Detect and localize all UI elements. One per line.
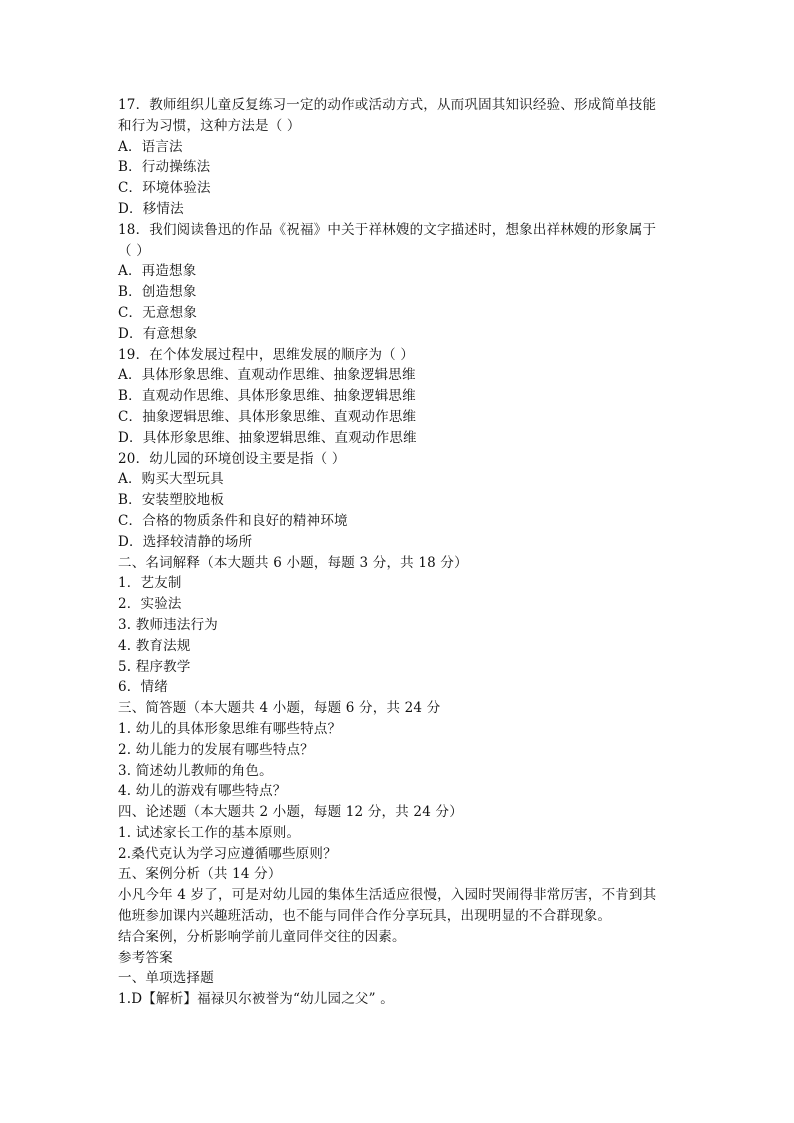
section3-item: 4. 幼儿的游戏有哪些特点？ [118, 783, 287, 800]
q19-option-b: B．直观动作思维、具体形象思维、抽象逻辑思维 [118, 388, 416, 405]
section2-item: 6．情绪 [118, 679, 168, 696]
section3-item: 3. 简述幼儿教师的角色。 [118, 762, 273, 779]
q20-option-c: C．合格的物质条件和良好的精神环境 [118, 512, 348, 529]
section3-heading: 三、简答题（本大题共 4 小题，每题 6 分，共 24 分 [118, 700, 441, 717]
section5-heading: 五、案例分析（共 14 分） [118, 866, 282, 883]
answer-1: 1.D【解析】福禄贝尔被誉为“幼儿园之父” 。 [118, 991, 394, 1008]
q19-option-a: A．具体形象思维、直观动作思维、抽象逻辑思维 [118, 367, 416, 384]
q19-stem: 19．在个体发展过程中，思维发展的顺序为（ ） [118, 346, 415, 363]
section2-item: 1．艺友制 [118, 575, 182, 592]
q18-stem-line2: （ ） [118, 242, 150, 259]
section4-item: 2.桑代克认为学习应遵循哪些原则？ [118, 845, 337, 862]
section3-item: 2. 幼儿能力的发展有哪些特点？ [118, 741, 314, 758]
case-text-line1: 小凡今年 4 岁了，可是对幼儿园的集体生活适应很慢，入园时哭闹得非常厉害，不肯到其 [118, 887, 657, 904]
case-question: 结合案例，分析影响学前儿童同伴交往的因素。 [118, 928, 406, 945]
q19-option-d: D．具体形象思维、抽象逻辑思维、直观动作思维 [118, 429, 417, 446]
q18-option-a: A．再造想象 [118, 263, 197, 280]
section2-item: 5. 程序教学 [118, 658, 191, 675]
q17-option-d: D．移情法 [118, 200, 184, 217]
answers-subheading: 一、单项选择题 [118, 970, 214, 987]
document-page [118, 95, 678, 1010]
q18-option-c: C．无意想象 [118, 304, 198, 321]
q17-option-b: B．行动操练法 [118, 159, 211, 176]
q20-option-a: A．购买大型玩具 [118, 471, 224, 488]
q17-option-a: A．语言法 [118, 138, 183, 155]
section2-item: 2．实验法 [118, 596, 182, 613]
case-text-line2: 他班参加课内兴趣班活动，也不能与同伴合作分享玩具，出现明显的不合群现象。 [118, 908, 612, 925]
answers-heading: 参考答案 [118, 949, 173, 966]
q20-option-b: B．安装塑胶地板 [118, 492, 225, 509]
section4-heading: 四、论述题（本大题共 2 小题，每题 12 分，共 24 分） [118, 804, 463, 821]
section2-item: 3. 教师违法行为 [118, 616, 218, 633]
q18-option-d: D．有意想象 [118, 325, 198, 342]
q17-stem-line2: 和行为习惯，这种方法是（ ） [118, 117, 301, 134]
q17-option-c: C．环境体验法 [118, 180, 211, 197]
section4-item: 1. 试述家长工作的基本原则。 [118, 824, 301, 841]
q18-stem-line1: 18．我们阅读鲁迅的作品《祝福》中关于祥林嫂的文字描述时，想象出祥林嫂的形象属于 [118, 221, 657, 238]
q19-option-c: C．抽象逻辑思维、具体形象思维、直观动作思维 [118, 408, 417, 425]
section3-item: 1. 幼儿的具体形象思维有哪些特点？ [118, 720, 342, 737]
q20-option-d: D．选择较清静的场所 [118, 533, 253, 550]
q17-stem-line1: 17．教师组织儿童反复练习一定的动作或活动方式，从而巩固其知识经验、形成简单技能 [118, 97, 657, 113]
section2-item: 4. 教育法规 [118, 637, 191, 654]
q18-option-b: B．创造想象 [118, 284, 197, 301]
q20-stem: 20．幼儿园的环境创设主要是指（ ） [118, 450, 346, 467]
section2-heading: 二、名词解释（本大题共 6 小题，每题 3 分，共 18 分） [118, 554, 468, 571]
